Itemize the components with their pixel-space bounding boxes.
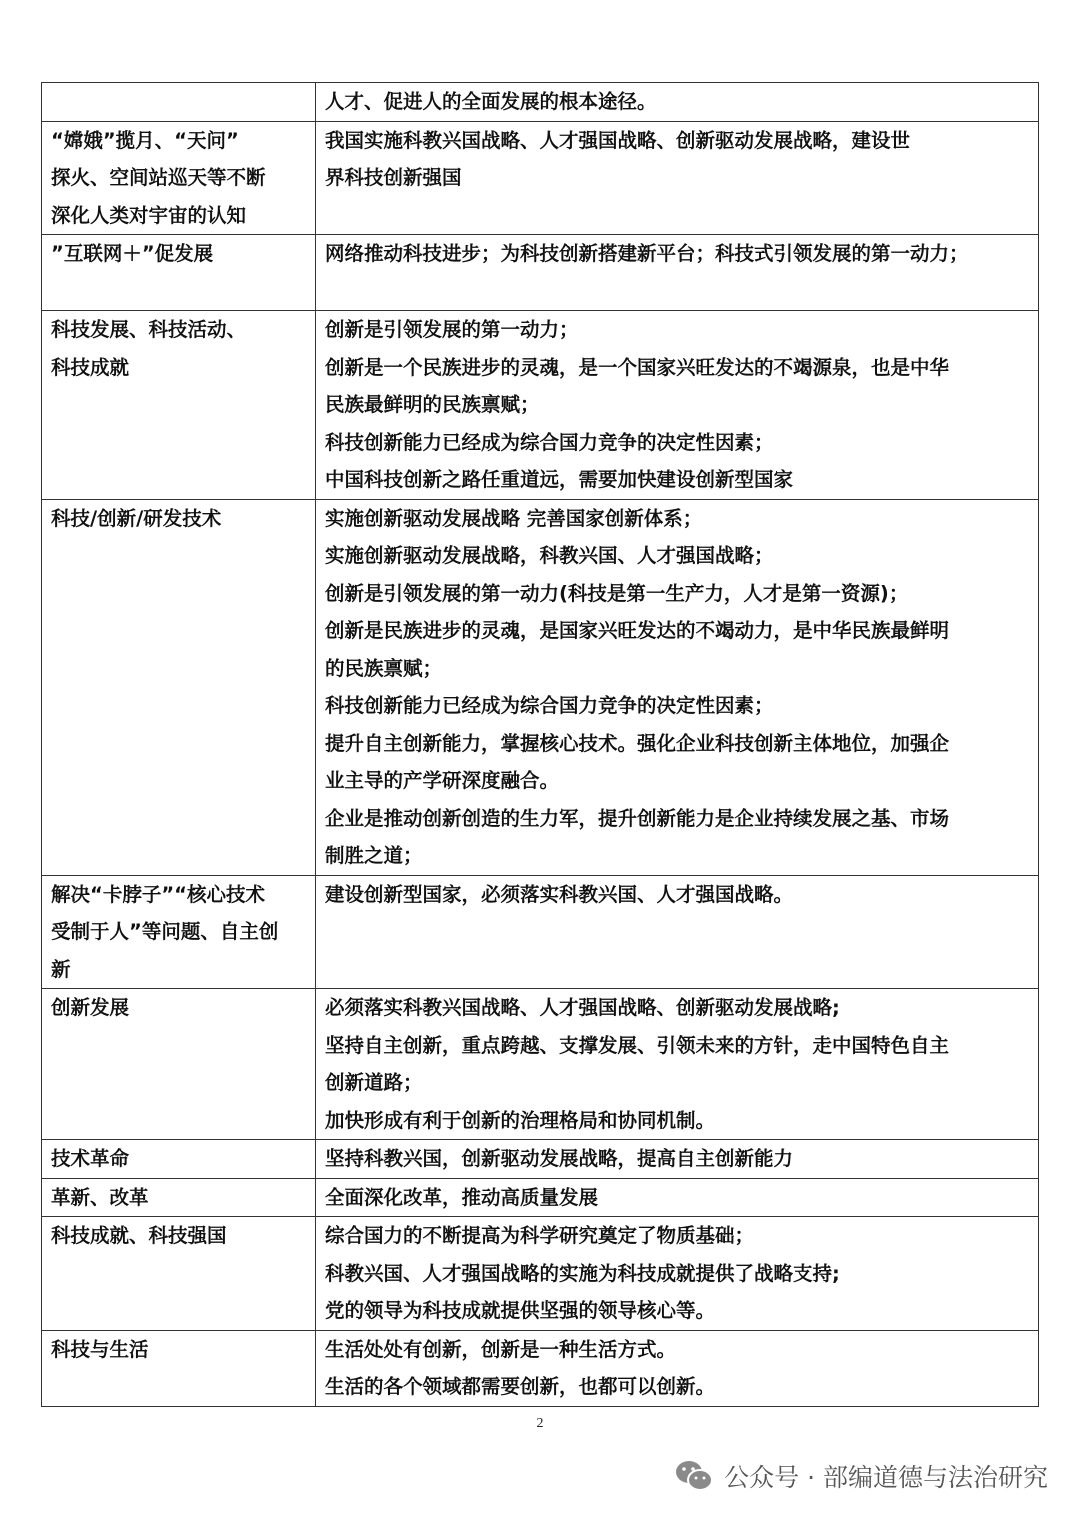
text-line: 科技/创新/研发技术: [51, 506, 222, 530]
text-line: 我国实施科教兴国战略、人才强国战略、创新驱动发展战略，建设世: [325, 128, 911, 152]
text-line: 科技发展、科技活动、: [51, 318, 247, 341]
text-line: 民族最鲜明的民族禀赋；: [325, 393, 540, 416]
table-row: [42, 1140, 1039, 1179]
text-line: 的民族禀赋；: [325, 656, 443, 680]
table-row: [42, 83, 1039, 122]
wechat-icon: [674, 1459, 714, 1493]
table-row: [42, 875, 1039, 989]
content-cell: [316, 499, 1039, 875]
text-line: 坚持科教兴国，创新驱动发展战略，提高自主创新能力: [325, 1147, 794, 1170]
text-line: [325, 273, 1030, 311]
text-line: 提升自主创新能力，掌握核心技术。强化企业科技创新主体地位，加强企: [325, 731, 950, 755]
topic-cell: [42, 121, 316, 235]
topic-cell: [42, 1217, 316, 1331]
text-line: 探火、空间站巡天等不断: [51, 166, 266, 189]
content-cell: [316, 83, 1039, 122]
topic-cell: [42, 83, 316, 122]
text-line: 科技创新能力已经成为综合国力竞争的决定性因素；: [325, 694, 774, 717]
text-line: 创新发展: [51, 996, 130, 1019]
text-line: 生活的各个领域都需要创新，也都可以创新。: [325, 1375, 716, 1398]
table-row: [42, 311, 1039, 500]
topic-cell: [42, 989, 316, 1140]
table-row: [42, 499, 1039, 875]
text-line: 中国科技创新之路任重道远，需要加快建设创新型国家: [325, 468, 794, 491]
text-line: 企业是推动创新创造的生力军，提升创新能力是企业持续发展之基、市场: [325, 806, 950, 830]
text-line: [51, 83, 307, 121]
text-line: 科技成就、科技强国: [51, 1224, 227, 1247]
text-line: 实施创新驱动发展战略，科教兴国、人才强国战略；: [325, 544, 774, 567]
text-line: 科技创新能力已经成为综合国力竞争的决定性因素；: [325, 430, 774, 454]
text-line: 创新是一个民族进步的灵魂，是一个国家兴旺发达的不竭源泉，也是中华: [325, 355, 950, 379]
text-line: 创新是引领发展的第一动力(科技是第一生产力，人才是第一资源)；: [325, 581, 909, 605]
topic-cell: [42, 311, 316, 500]
topic-cell: [42, 235, 316, 311]
text-line: 综合国力的不断提高为科学研究奠定了物质基础；: [325, 1224, 755, 1247]
content-cell: [316, 235, 1039, 311]
text-line: 科技与生活: [51, 1337, 149, 1361]
table-row: [42, 989, 1039, 1140]
text-line: 受制于人”等问题、自主创: [51, 920, 279, 943]
content-cell: [316, 1217, 1039, 1331]
text-line: [51, 273, 307, 311]
table-row: [42, 235, 1039, 311]
text-line: 生活处处有创新，创新是一种生活方式。: [325, 1337, 677, 1361]
text-line: 全面深化改革，推动高质量发展: [325, 1185, 599, 1209]
text-line: 业主导的产学研深度融合。: [325, 769, 560, 792]
topic-cell: [42, 1330, 316, 1406]
content-cell: [316, 989, 1039, 1140]
text-line: 网络推动科技进步；为科技创新搭建新平台；科技式引领发展的第一动力；: [325, 242, 969, 265]
text-line: 科教兴国、人才强国战略的实施为科技成就提供了战略支持;: [325, 1261, 840, 1285]
text-line: 制胜之道；: [325, 844, 423, 867]
content-cell: [316, 875, 1039, 989]
text-line: [325, 951, 1030, 989]
text-line: 技术革命: [51, 1147, 130, 1170]
footer-watermark: [674, 1458, 1048, 1494]
text-line: [325, 913, 1030, 951]
text-line: 创新是引领发展的第一动力；: [325, 318, 579, 341]
footer-text: 公众号 · 部编道德与法治研究: [724, 1463, 1048, 1492]
content-cell: [316, 1330, 1039, 1406]
text-line: 深化人类对宇宙的认知: [51, 203, 247, 227]
text-line: 革新、改革: [51, 1185, 149, 1209]
text-line: 实施创新驱动发展战略 完善国家创新体系；: [325, 506, 703, 530]
text-line: 建设创新型国家，必须落实科教兴国、人才强国战略。: [325, 882, 794, 906]
text-line: 科技成就: [51, 355, 130, 379]
table-row: [42, 1217, 1039, 1331]
topic-cell: [42, 1178, 316, 1217]
topic-cell: [42, 499, 316, 875]
text-line: “嫦娥”揽月、“天问”: [51, 128, 239, 152]
text-line: 党的领导为科技成就提供坚强的领导核心等。: [325, 1299, 716, 1322]
table-row: [42, 121, 1039, 235]
content-cell: [316, 121, 1039, 235]
text-line: 必须落实科教兴国战略、人才强国战略、创新驱动发展战略;: [325, 996, 840, 1019]
content-cell: [316, 1140, 1039, 1179]
text-line: ”互联网＋”促发展: [51, 242, 214, 265]
topic-cell: [42, 1140, 316, 1179]
table-row: [42, 1330, 1039, 1406]
knowledge-table: [41, 82, 1039, 1407]
text-line: 解决“卡脖子”“核心技术: [51, 882, 265, 906]
text-line: 坚持自主创新，重点跨越、支撑发展、引领未来的方针，走中国特色自主: [325, 1033, 950, 1057]
text-line: 界科技创新强国: [325, 166, 462, 189]
text-line: 人才、促进人的全面发展的根本途径。: [325, 90, 657, 113]
page-number: 2: [536, 1416, 544, 1431]
content-cell: [316, 1178, 1039, 1217]
table-row: [42, 1178, 1039, 1217]
content-cell: [316, 311, 1039, 500]
text-line: 新: [51, 957, 71, 981]
topic-cell: [42, 875, 316, 989]
text-line: 创新是民族进步的灵魂，是国家兴旺发达的不竭动力，是中华民族最鲜明: [325, 619, 950, 642]
text-line: 加快形成有利于创新的治理格局和协同机制。: [325, 1108, 716, 1132]
text-line: 创新道路；: [325, 1071, 423, 1094]
